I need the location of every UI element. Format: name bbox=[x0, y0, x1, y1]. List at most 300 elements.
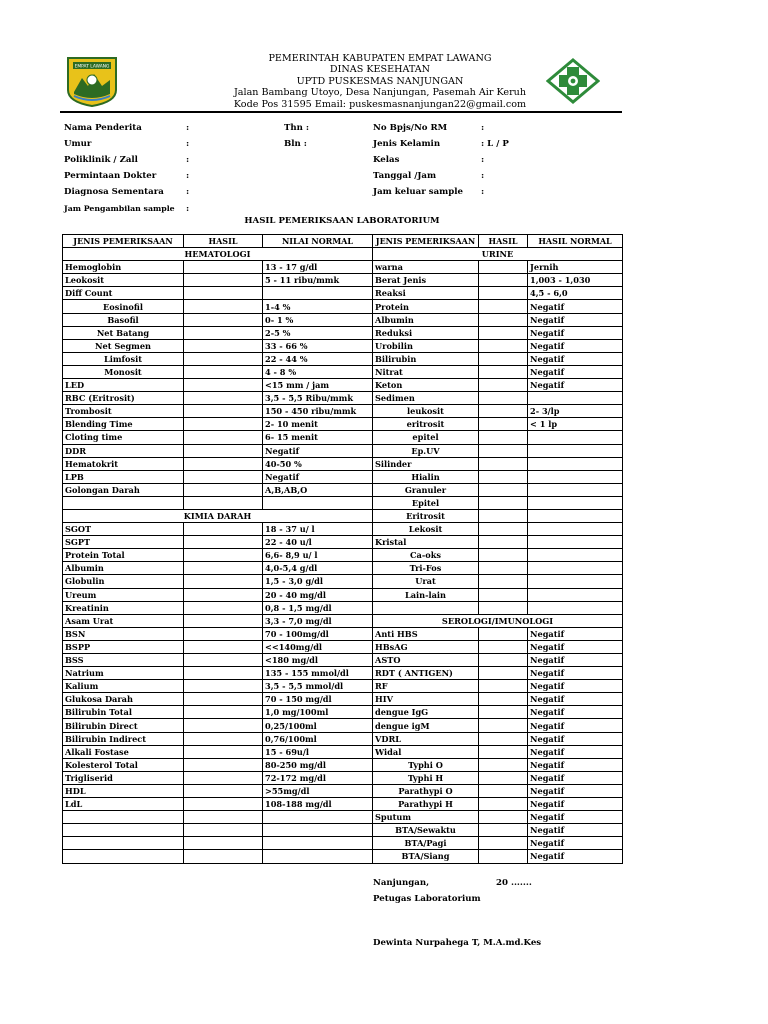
normal-value bbox=[528, 509, 623, 522]
result-cell bbox=[184, 418, 263, 431]
test-name: ASTO bbox=[373, 654, 479, 667]
normal-value bbox=[528, 457, 623, 470]
normal-value: 2- 10 menit bbox=[263, 418, 373, 431]
test-name: Monosit bbox=[63, 365, 184, 378]
normal-value: 70 - 150 mg/dl bbox=[263, 693, 373, 706]
normal-value bbox=[528, 431, 623, 444]
colon: : bbox=[481, 123, 485, 133]
result-cell bbox=[479, 732, 528, 745]
result-cell bbox=[479, 405, 528, 418]
normal-value: Negatif bbox=[528, 784, 623, 797]
result-cell bbox=[479, 680, 528, 693]
label-tanggal-jam: Tanggal /Jam bbox=[373, 171, 437, 181]
normal-value: Negatif bbox=[528, 745, 623, 758]
result-cell bbox=[479, 811, 528, 824]
result-cell bbox=[184, 745, 263, 758]
result-cell bbox=[184, 654, 263, 667]
normal-value: 1,5 - 3,0 g/dl bbox=[263, 575, 373, 588]
normal-value: 22 - 40 u/l bbox=[263, 536, 373, 549]
label-jam-pengambilan: Jam Pengambilan sample bbox=[64, 204, 175, 213]
result-cell bbox=[479, 850, 528, 863]
normal-value: Negatif bbox=[528, 693, 623, 706]
normal-value: Negatif bbox=[528, 837, 623, 850]
table-row bbox=[63, 483, 623, 496]
result-cell bbox=[184, 640, 263, 653]
table-row bbox=[63, 379, 623, 392]
normal-value bbox=[263, 496, 373, 509]
test-name: Urobilin bbox=[373, 339, 479, 352]
header-hasil: HASIL bbox=[479, 235, 528, 248]
normal-value bbox=[528, 601, 623, 614]
result-cell bbox=[479, 784, 528, 797]
normal-value bbox=[528, 470, 623, 483]
normal-value bbox=[528, 496, 623, 509]
result-cell bbox=[184, 365, 263, 378]
header-nilai-normal: NILAI NORMAL bbox=[263, 235, 373, 248]
test-name: BTA/Sewaktu bbox=[373, 824, 479, 837]
result-cell bbox=[184, 405, 263, 418]
normal-value: 1-4 % bbox=[263, 300, 373, 313]
normal-value: Negatif bbox=[528, 300, 623, 313]
test-name: Bilirubin Total bbox=[63, 706, 184, 719]
normal-value: Negatif bbox=[528, 365, 623, 378]
label-jam-keluar: Jam keluar sample bbox=[373, 187, 463, 197]
test-name: Bilirubin bbox=[373, 352, 479, 365]
section-row bbox=[63, 248, 623, 261]
result-cell bbox=[479, 287, 528, 300]
table-row bbox=[63, 392, 623, 405]
test-name: Widal bbox=[373, 745, 479, 758]
result-cell bbox=[479, 300, 528, 313]
test-name: Epitel bbox=[373, 496, 479, 509]
result-cell bbox=[479, 392, 528, 405]
table-row bbox=[63, 667, 623, 680]
colon: : bbox=[186, 123, 190, 133]
table-row bbox=[63, 758, 623, 771]
test-name: dengue IgG bbox=[373, 706, 479, 719]
colon: : bbox=[186, 171, 190, 181]
table-row bbox=[63, 274, 623, 287]
normal-value bbox=[528, 483, 623, 496]
test-name: Diff Count bbox=[63, 287, 184, 300]
result-cell bbox=[479, 379, 528, 392]
result-cell bbox=[479, 719, 528, 732]
test-name: Basofil bbox=[63, 313, 184, 326]
test-name: warna bbox=[373, 261, 479, 274]
result-cell bbox=[184, 837, 263, 850]
header-jenis-pemeriksaan: JENIS PEMERIKSAAN bbox=[63, 235, 184, 248]
table-row bbox=[63, 811, 623, 824]
table-row bbox=[63, 405, 623, 418]
normal-value: <<140mg/dl bbox=[263, 640, 373, 653]
test-name: Bilirubin Indirect bbox=[63, 732, 184, 745]
table-row bbox=[63, 850, 623, 863]
test-name: Anti HBS bbox=[373, 627, 479, 640]
table-row bbox=[63, 627, 623, 640]
result-cell bbox=[479, 326, 528, 339]
test-name: VDRL bbox=[373, 732, 479, 745]
test-name: Berat Jenis bbox=[373, 274, 479, 287]
label-jenis-kelamin: Jenis Kelamin bbox=[373, 139, 441, 149]
result-cell bbox=[184, 627, 263, 640]
test-name bbox=[63, 850, 184, 863]
result-cell bbox=[184, 811, 263, 824]
normal-value: 40-50 % bbox=[263, 457, 373, 470]
colon: : bbox=[186, 139, 190, 149]
result-cell bbox=[479, 654, 528, 667]
test-name: Asam Urat bbox=[63, 614, 184, 627]
header-line-contact: Kode Pos 31595 Email: puskesmasnanjungan22@gmail.com bbox=[233, 98, 527, 110]
test-name: Sedimen bbox=[373, 392, 479, 405]
empat-lawang-emblem-icon bbox=[64, 56, 120, 108]
normal-value: 13 - 17 g/dl bbox=[263, 261, 373, 274]
test-name: Tri-Fos bbox=[373, 562, 479, 575]
normal-value: 6,6- 8,9 u/ l bbox=[263, 549, 373, 562]
result-cell bbox=[479, 798, 528, 811]
normal-value: 18 - 37 u/ l bbox=[263, 523, 373, 536]
result-cell bbox=[479, 470, 528, 483]
normal-value: 72-172 mg/dl bbox=[263, 771, 373, 784]
normal-value: 108-188 mg/dl bbox=[263, 798, 373, 811]
normal-value: 4,5 - 6,0 bbox=[528, 287, 623, 300]
test-name: Urat bbox=[373, 575, 479, 588]
normal-value: Negatif bbox=[528, 627, 623, 640]
test-name: BSS bbox=[63, 654, 184, 667]
result-cell bbox=[479, 274, 528, 287]
test-name: eritrosit bbox=[373, 418, 479, 431]
normal-value bbox=[263, 824, 373, 837]
table-row bbox=[63, 523, 623, 536]
test-name: Parathypi H bbox=[373, 798, 479, 811]
label-nama-penderita: Nama Penderita bbox=[64, 123, 142, 133]
test-name: Natrium bbox=[63, 667, 184, 680]
result-cell bbox=[479, 509, 528, 522]
table-row bbox=[63, 601, 623, 614]
test-name: Lekosit bbox=[373, 523, 479, 536]
label-permintaan-dokter: Permintaan Dokter bbox=[64, 171, 157, 181]
test-name: LPB bbox=[63, 470, 184, 483]
result-cell bbox=[184, 549, 263, 562]
table-row bbox=[63, 824, 623, 837]
table-row bbox=[63, 326, 623, 339]
test-name: Nitrat bbox=[373, 365, 479, 378]
normal-value: 150 - 450 ribu/mmk bbox=[263, 405, 373, 418]
table-row bbox=[63, 614, 623, 627]
result-cell bbox=[479, 313, 528, 326]
result-cell bbox=[184, 287, 263, 300]
test-name: Protein Total bbox=[63, 549, 184, 562]
result-cell bbox=[184, 261, 263, 274]
test-name: Alkali Fostase bbox=[63, 745, 184, 758]
table-row bbox=[63, 431, 623, 444]
normal-value: 15 - 69u/l bbox=[263, 745, 373, 758]
table-row bbox=[63, 693, 623, 706]
test-name: Albumin bbox=[373, 313, 479, 326]
normal-value: 1,0 mg/100ml bbox=[263, 706, 373, 719]
test-name: Keton bbox=[373, 379, 479, 392]
normal-value bbox=[528, 575, 623, 588]
colon: : bbox=[186, 204, 190, 214]
result-cell bbox=[479, 640, 528, 653]
label-no-bpjs: No Bpjs/No RM bbox=[373, 123, 448, 133]
colon: : bbox=[186, 187, 190, 197]
result-cell bbox=[184, 431, 263, 444]
normal-value: 20 - 40 mg/dl bbox=[263, 588, 373, 601]
result-cell bbox=[479, 431, 528, 444]
result-cell bbox=[184, 536, 263, 549]
signature-role: Petugas Laboratorium bbox=[373, 894, 481, 904]
normal-value: A,B,AB,O bbox=[263, 483, 373, 496]
normal-value bbox=[528, 549, 623, 562]
normal-value: 0- 1 % bbox=[263, 313, 373, 326]
test-name: Hematokrit bbox=[63, 457, 184, 470]
result-cell bbox=[479, 365, 528, 378]
result-cell bbox=[184, 313, 263, 326]
test-name: BSPP bbox=[63, 640, 184, 653]
section-kimia-darah: KIMIA DARAH bbox=[63, 509, 373, 522]
test-name: DDR bbox=[63, 444, 184, 457]
table-row bbox=[63, 562, 623, 575]
normal-value: Negatif bbox=[528, 339, 623, 352]
header-divider bbox=[60, 111, 622, 113]
header-line-puskesmas: UPTD PUSKESMAS NANJUNGAN bbox=[296, 75, 464, 87]
result-cell bbox=[184, 326, 263, 339]
test-name: Typhi H bbox=[373, 771, 479, 784]
normal-value: 135 - 155 mmol/dl bbox=[263, 667, 373, 680]
svg-text:EMPAT LAWANG: EMPAT LAWANG bbox=[74, 64, 110, 70]
result-cell bbox=[184, 758, 263, 771]
header-hasil: HASIL bbox=[184, 235, 263, 248]
test-name bbox=[63, 496, 184, 509]
test-name: HIV bbox=[373, 693, 479, 706]
header-line-address: Jalan Bambang Utoyo, Desa Nanjungan, Pasemah Air Keruh bbox=[233, 87, 527, 99]
signature-place: Nanjungan, bbox=[373, 878, 430, 888]
result-cell bbox=[184, 798, 263, 811]
result-cell bbox=[479, 837, 528, 850]
normal-value: 3,3 - 7,0 mg/dl bbox=[263, 614, 373, 627]
colon: : bbox=[481, 171, 485, 181]
normal-value: Negatif bbox=[528, 706, 623, 719]
normal-value: <180 mg/dl bbox=[263, 654, 373, 667]
test-name: Eritrosit bbox=[373, 509, 479, 522]
table-row bbox=[63, 837, 623, 850]
result-cell bbox=[479, 693, 528, 706]
normal-value: Negatif bbox=[528, 313, 623, 326]
normal-value: Negatif bbox=[528, 824, 623, 837]
table-row bbox=[63, 588, 623, 601]
test-name: Limfosit bbox=[63, 352, 184, 365]
result-cell bbox=[479, 601, 528, 614]
result-cell bbox=[184, 457, 263, 470]
signature-year: 20 ....... bbox=[496, 878, 532, 888]
test-name: Kristal bbox=[373, 536, 479, 549]
table-row bbox=[63, 313, 623, 326]
normal-value bbox=[263, 287, 373, 300]
test-name: Leokosit bbox=[63, 274, 184, 287]
lab-results-table bbox=[62, 234, 623, 864]
header-line-government: PEMERINTAH KABUPATEN EMPAT LAWANG bbox=[268, 53, 492, 64]
test-name: leukosit bbox=[373, 405, 479, 418]
table-row bbox=[63, 745, 623, 758]
normal-value bbox=[528, 523, 623, 536]
result-cell bbox=[479, 706, 528, 719]
test-name: Silinder bbox=[373, 457, 479, 470]
normal-value: 2- 3/lp bbox=[528, 405, 623, 418]
normal-value: 2-5 % bbox=[263, 326, 373, 339]
normal-value: Negatif bbox=[528, 771, 623, 784]
test-name: dengue igM bbox=[373, 719, 479, 732]
table-row bbox=[63, 365, 623, 378]
test-name: Hialin bbox=[373, 470, 479, 483]
table-row bbox=[63, 300, 623, 313]
table-row bbox=[63, 640, 623, 653]
table-row bbox=[63, 287, 623, 300]
normal-value: Negatif bbox=[528, 850, 623, 863]
result-cell bbox=[184, 601, 263, 614]
normal-value: Negatif bbox=[528, 654, 623, 667]
table-row bbox=[63, 470, 623, 483]
test-name: Golongan Darah bbox=[63, 483, 184, 496]
test-name: SGPT bbox=[63, 536, 184, 549]
normal-value: Negatif bbox=[528, 798, 623, 811]
table-row bbox=[63, 771, 623, 784]
normal-value bbox=[528, 392, 623, 405]
normal-value: 70 - 100mg/dl bbox=[263, 627, 373, 640]
result-cell bbox=[479, 549, 528, 562]
test-name: Granuler bbox=[373, 483, 479, 496]
result-cell bbox=[479, 627, 528, 640]
result-cell bbox=[479, 523, 528, 536]
puskesmas-logo-icon bbox=[546, 58, 600, 104]
normal-value bbox=[263, 850, 373, 863]
normal-value: 5 - 11 ribu/mmk bbox=[263, 274, 373, 287]
test-name: Typhi O bbox=[373, 758, 479, 771]
label-umur: Umur bbox=[64, 139, 92, 149]
result-cell bbox=[479, 824, 528, 837]
report-title: HASIL PEMERIKSAAN LABORATORIUM bbox=[244, 216, 440, 226]
table-row bbox=[63, 732, 623, 745]
test-name: Parathypi O bbox=[373, 784, 479, 797]
normal-value: Negatif bbox=[528, 667, 623, 680]
result-cell bbox=[184, 300, 263, 313]
normal-value: 80-250 mg/dl bbox=[263, 758, 373, 771]
test-name: RBC (Eritrosit) bbox=[63, 392, 184, 405]
normal-value: < 1 lp bbox=[528, 418, 623, 431]
normal-value: 3,5 - 5,5 Ribu/mmk bbox=[263, 392, 373, 405]
result-cell bbox=[184, 706, 263, 719]
normal-value: 0,25/100ml bbox=[263, 719, 373, 732]
table-row bbox=[63, 509, 623, 522]
result-cell bbox=[479, 352, 528, 365]
normal-value: 22 - 44 % bbox=[263, 352, 373, 365]
result-cell bbox=[184, 667, 263, 680]
result-cell bbox=[479, 418, 528, 431]
table-row bbox=[63, 418, 623, 431]
normal-value bbox=[528, 588, 623, 601]
test-name: Glukosa Darah bbox=[63, 693, 184, 706]
test-name: Reaksi bbox=[373, 287, 479, 300]
label-poliklinik: Poliklinik / Zall bbox=[64, 155, 138, 165]
colon: : bbox=[186, 155, 190, 165]
normal-value: 0,8 - 1,5 mg/dl bbox=[263, 601, 373, 614]
normal-value: Negatif bbox=[528, 640, 623, 653]
normal-value: 1,003 - 1,030 bbox=[528, 274, 623, 287]
header-hasil-normal: HASIL NORMAL bbox=[528, 235, 623, 248]
institution-header bbox=[160, 53, 600, 110]
normal-value: 33 - 66 % bbox=[263, 339, 373, 352]
result-cell bbox=[479, 483, 528, 496]
test-name: Globulin bbox=[63, 575, 184, 588]
label-tahun: Thn : bbox=[284, 123, 310, 133]
result-cell bbox=[184, 693, 263, 706]
result-cell bbox=[479, 562, 528, 575]
table-row bbox=[63, 536, 623, 549]
test-name: Kalium bbox=[63, 680, 184, 693]
header-line-department: DINAS KESEHATAN bbox=[329, 64, 431, 76]
normal-value: 3,5 - 5,5 mmol/dl bbox=[263, 680, 373, 693]
table-row bbox=[63, 654, 623, 667]
result-cell bbox=[184, 444, 263, 457]
section-urine: URINE bbox=[373, 248, 623, 261]
normal-value: Negatif bbox=[528, 352, 623, 365]
result-cell bbox=[184, 719, 263, 732]
normal-value bbox=[263, 811, 373, 824]
table-row bbox=[63, 798, 623, 811]
test-name: Kolesterol Total bbox=[63, 758, 184, 771]
test-name: HBsAG bbox=[373, 640, 479, 653]
test-name: Ca-oks bbox=[373, 549, 479, 562]
test-name: RDT ( ANTIGEN) bbox=[373, 667, 479, 680]
jenis-kelamin-options: : L / P bbox=[481, 139, 509, 149]
result-cell bbox=[184, 496, 263, 509]
normal-value: Negatif bbox=[528, 719, 623, 732]
table-row bbox=[63, 575, 623, 588]
result-cell bbox=[479, 536, 528, 549]
result-cell bbox=[479, 771, 528, 784]
label-kelas: Kelas bbox=[373, 155, 400, 165]
result-cell bbox=[479, 575, 528, 588]
colon: : bbox=[481, 187, 485, 197]
test-name: epitel bbox=[373, 431, 479, 444]
result-cell bbox=[479, 339, 528, 352]
result-cell bbox=[479, 745, 528, 758]
test-name: LED bbox=[63, 379, 184, 392]
normal-value: 4,0-5,4 g/dl bbox=[263, 562, 373, 575]
test-name: Protein bbox=[373, 300, 479, 313]
result-cell bbox=[479, 588, 528, 601]
test-name bbox=[63, 837, 184, 850]
normal-value: >55mg/dl bbox=[263, 784, 373, 797]
normal-value bbox=[263, 837, 373, 850]
table-row bbox=[63, 339, 623, 352]
test-name: BTA/Siang bbox=[373, 850, 479, 863]
test-name: Sputum bbox=[373, 811, 479, 824]
label-diagnosa: Diagnosa Sementara bbox=[64, 187, 164, 197]
test-name bbox=[373, 601, 479, 614]
test-name: Ep.UV bbox=[373, 444, 479, 457]
label-bulan: Bln : bbox=[284, 139, 307, 149]
test-name: Net Segmen bbox=[63, 339, 184, 352]
result-cell bbox=[184, 339, 263, 352]
result-cell bbox=[184, 850, 263, 863]
table-row bbox=[63, 719, 623, 732]
test-name: HDL bbox=[63, 784, 184, 797]
result-cell bbox=[184, 379, 263, 392]
normal-value: Negatif bbox=[528, 758, 623, 771]
test-name: Ureum bbox=[63, 588, 184, 601]
table-header-row bbox=[63, 235, 623, 248]
normal-value: <15 mm / jam bbox=[263, 379, 373, 392]
